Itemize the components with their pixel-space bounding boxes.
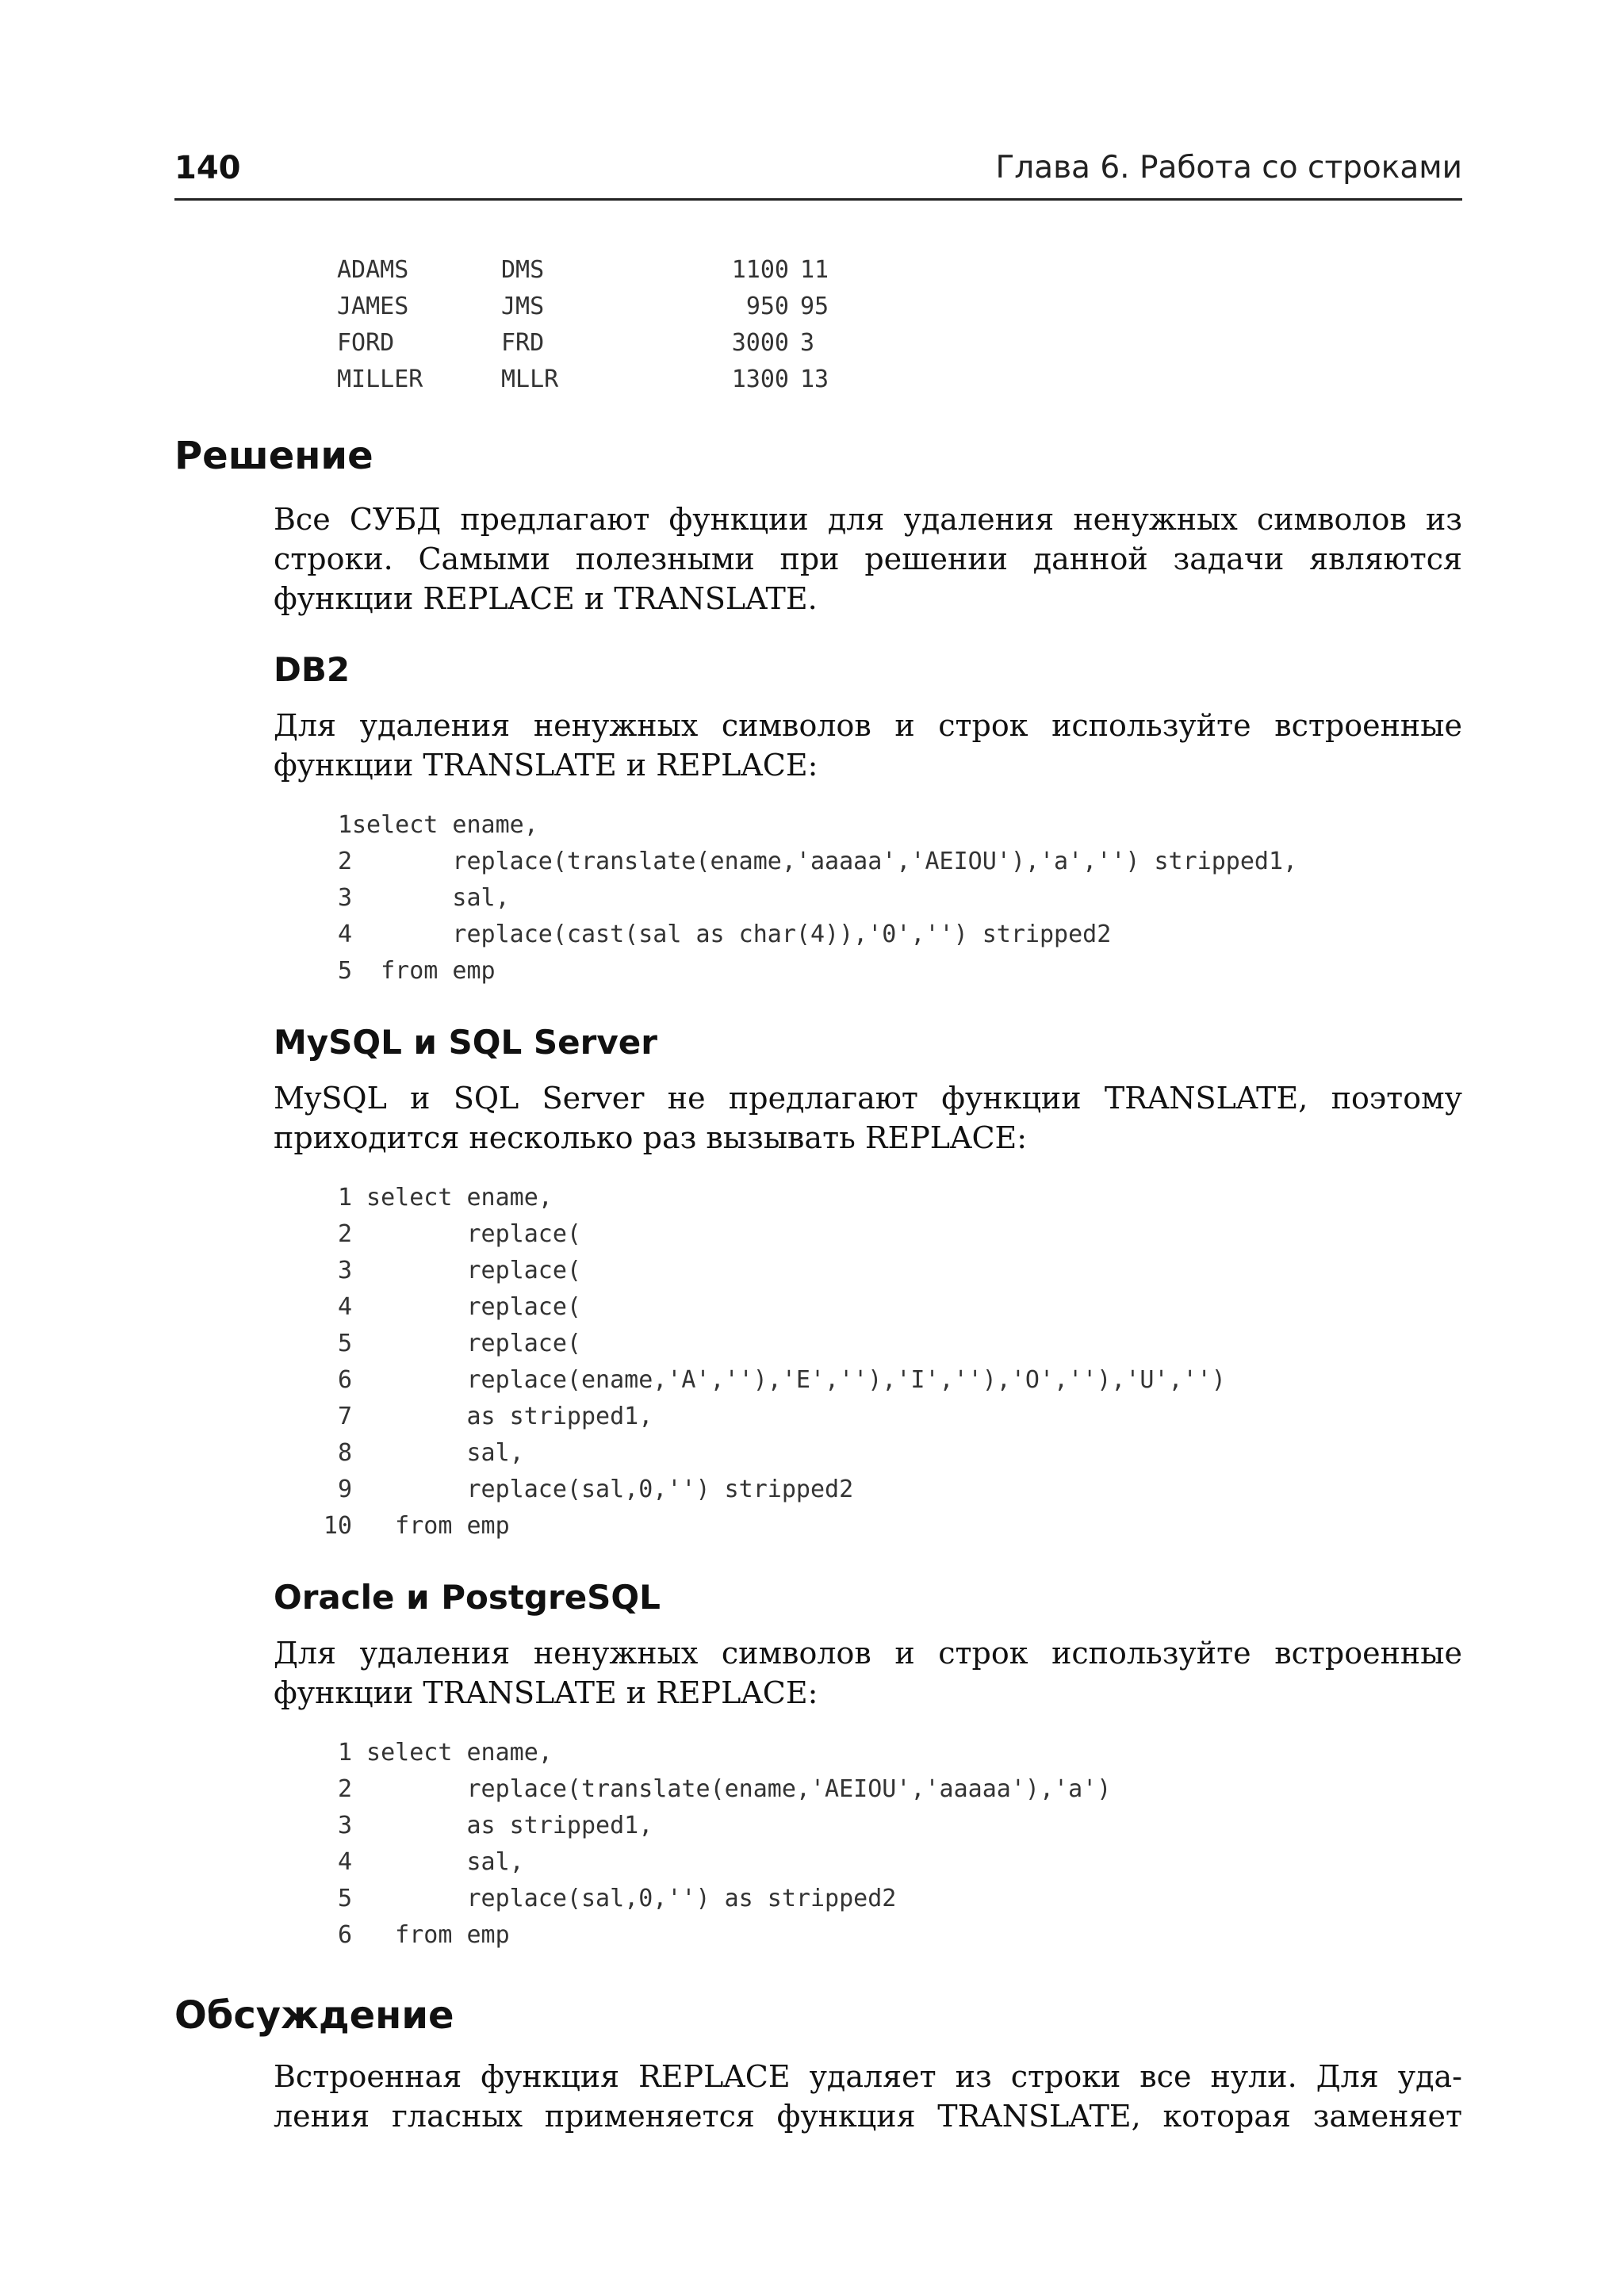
- text-line: функции TRANSLATE и REPLACE:: [274, 748, 818, 783]
- code-line: [317, 1253, 1226, 1289]
- table-row: [337, 289, 829, 325]
- page-header: [174, 147, 1462, 201]
- code-line: [317, 1326, 1226, 1362]
- code-text: sal,: [352, 1848, 524, 1876]
- code-line: [317, 844, 1297, 880]
- code-line: [317, 953, 1297, 990]
- code-line: [317, 1289, 1226, 1326]
- mysql-paragraph: [274, 1078, 1462, 1158]
- code-line: [317, 1472, 1226, 1508]
- text-line: Все СУБД предлагают функции для удаления ненужных символов из: [274, 502, 1462, 537]
- line-number: 5: [337, 1885, 352, 1912]
- line-number: 2: [337, 848, 352, 875]
- line-number: 7: [337, 1403, 352, 1430]
- code-line: [317, 1808, 1111, 1844]
- line-number: 3: [337, 1257, 352, 1284]
- table-cell: ADAMS: [337, 256, 409, 284]
- table-row: [337, 252, 829, 289]
- table-row: [337, 325, 829, 362]
- table-cell: 3: [800, 329, 815, 357]
- subheading-db2: DB2: [274, 650, 350, 689]
- oracle-paragraph: [274, 1633, 1462, 1713]
- code-text: replace(sal,0,'') stripped2: [352, 1476, 854, 1503]
- table-cell: 11: [800, 256, 829, 284]
- code-line: [317, 1735, 1111, 1771]
- result-table: [337, 252, 829, 398]
- code-line: [317, 1844, 1111, 1881]
- table-cell: MLLR: [501, 366, 559, 393]
- line-number: 3: [337, 1812, 352, 1839]
- oracle-code-listing: [317, 1735, 1111, 1954]
- line-number: 9: [337, 1476, 352, 1503]
- code-line: [317, 917, 1297, 953]
- code-line: [317, 1216, 1226, 1253]
- code-line: [317, 1917, 1111, 1954]
- solution-intro-paragraph: [274, 500, 1462, 618]
- table-cell: JAMES: [337, 293, 409, 320]
- table-cell: 950: [745, 293, 789, 320]
- line-number: 1: [337, 1184, 352, 1212]
- code-line: [317, 1881, 1111, 1917]
- line-number: 6: [337, 1921, 352, 1949]
- line-number: 4: [337, 1848, 352, 1876]
- code-text: select ename,: [352, 811, 538, 839]
- code-line: [317, 1180, 1226, 1216]
- text-line: приходится несколько раз вызывать REPLACE:: [274, 1120, 1028, 1155]
- code-text: replace(translate(ename,'aaaaa','AEIOU'),'a','') stripped1,: [352, 848, 1298, 875]
- text-line: Для удаления ненужных символов и строк используйте встроенные: [274, 1636, 1462, 1671]
- code-line: [317, 880, 1297, 917]
- code-line: [317, 1399, 1226, 1435]
- code-text: replace(ename,'A',''),'E',''),'I',''),'O',''),'U',''): [352, 1366, 1226, 1394]
- line-number: 3: [337, 884, 352, 912]
- discussion-paragraph: [274, 2057, 1462, 2136]
- page-number: 140: [174, 150, 241, 186]
- line-number: 2: [337, 1775, 352, 1803]
- mysql-code-listing: [317, 1180, 1226, 1545]
- subheading-mysql-sql-server: MySQL и SQL Server: [274, 1023, 657, 1062]
- db2-code-listing: [317, 807, 1297, 990]
- running-chapter-title: Глава 6. Работа со строками: [995, 150, 1462, 186]
- line-number: 4: [337, 1293, 352, 1321]
- text-line: Встроенная функция REPLACE удаляет из строки все нули. Для уда-: [274, 2059, 1462, 2094]
- subheading-oracle-postgresql: Oracle и PostgreSQL: [274, 1578, 661, 1617]
- code-text: sal,: [352, 1439, 524, 1467]
- code-line: [317, 1771, 1111, 1808]
- line-number: 4: [337, 921, 352, 948]
- code-text: replace(sal,0,'') as stripped2: [352, 1885, 897, 1912]
- line-number: 5: [337, 957, 352, 985]
- text-line: Для удаления ненужных символов и строк используйте встроенные: [274, 708, 1462, 743]
- code-text: replace(translate(ename,'AEIOU','aaaaa'),'a'): [352, 1775, 1112, 1803]
- line-number: 6: [337, 1366, 352, 1394]
- code-text: as stripped1,: [352, 1812, 653, 1839]
- section-heading-solution: Решение: [174, 434, 373, 478]
- code-line: [317, 1508, 1226, 1545]
- table-cell: JMS: [501, 293, 545, 320]
- table-row: [337, 362, 829, 398]
- text-line: функции TRANSLATE и REPLACE:: [274, 1675, 818, 1710]
- code-text: replace(: [352, 1220, 581, 1248]
- text-line: MySQL и SQL Server не предлагают функции TRANSLATE, поэтому: [274, 1081, 1462, 1116]
- code-line: [317, 807, 1297, 844]
- table-cell: FRD: [501, 329, 545, 357]
- table-cell: 3000: [731, 329, 789, 357]
- code-text: as stripped1,: [352, 1403, 653, 1430]
- text-line: строки. Самыми полезными при решении данной задачи являются: [274, 542, 1462, 576]
- section-heading-discussion: Обсуждение: [174, 1993, 454, 2038]
- table-cell: 1300: [731, 366, 789, 393]
- code-text: from emp: [352, 1921, 510, 1949]
- line-number: 5: [337, 1330, 352, 1357]
- code-text: replace(: [352, 1293, 581, 1321]
- line-number: 10: [323, 1512, 352, 1540]
- table-cell: 95: [800, 293, 829, 320]
- table-cell: 1100: [731, 256, 789, 284]
- table-cell: 13: [800, 366, 829, 393]
- code-text: replace(: [352, 1257, 581, 1284]
- table-cell: DMS: [501, 256, 545, 284]
- code-line: [317, 1435, 1226, 1472]
- text-line: функции REPLACE и TRANSLATE.: [274, 581, 818, 616]
- code-text: from emp: [352, 1512, 510, 1540]
- line-number: 8: [337, 1439, 352, 1467]
- line-number: 1: [337, 811, 352, 839]
- table-cell: MILLER: [337, 366, 423, 393]
- code-text: sal,: [352, 884, 510, 912]
- db2-paragraph: [274, 706, 1462, 785]
- text-line: ления гласных применяется функция TRANSLATE, которая заменяет: [274, 2099, 1462, 2134]
- code-text: replace(: [352, 1330, 581, 1357]
- code-text: from emp: [352, 957, 496, 985]
- code-text: select ename,: [352, 1184, 553, 1212]
- line-number: 1: [337, 1739, 352, 1767]
- table-cell: FORD: [337, 329, 395, 357]
- line-number: 2: [337, 1220, 352, 1248]
- code-line: [317, 1362, 1226, 1399]
- code-text: select ename,: [352, 1739, 553, 1767]
- code-text: replace(cast(sal as char(4)),'0','') stripped2: [352, 921, 1112, 948]
